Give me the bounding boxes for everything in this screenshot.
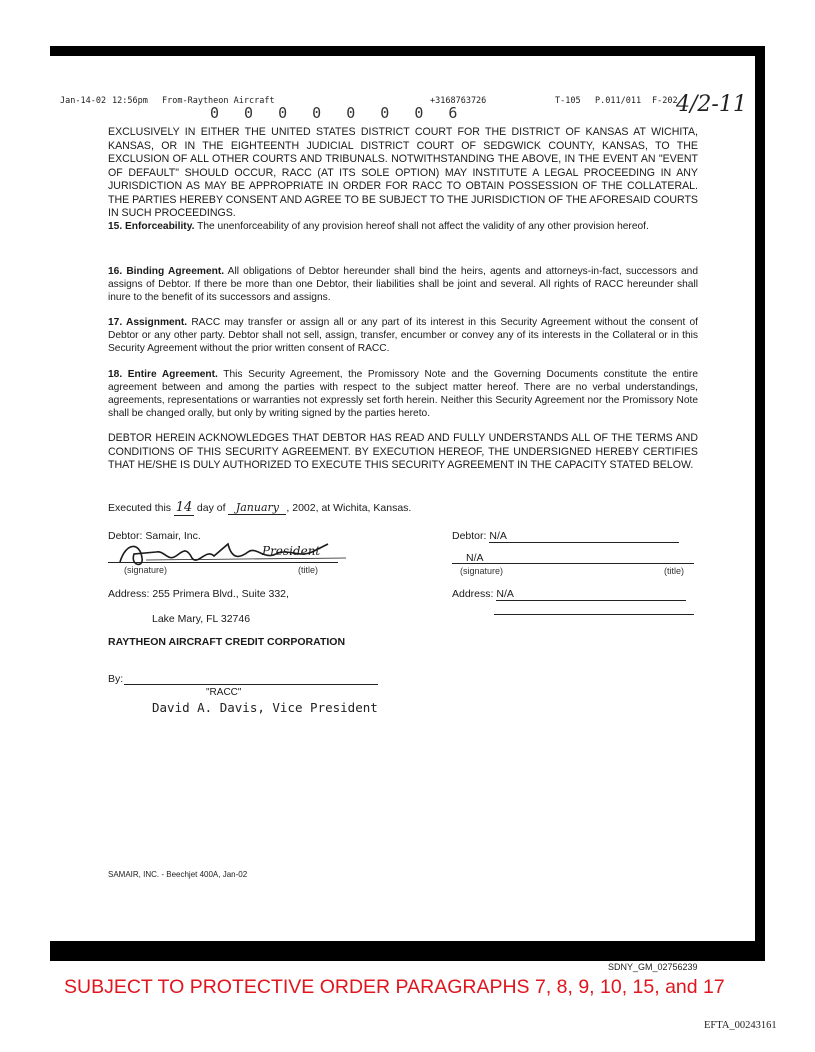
scan-top-border — [50, 46, 765, 56]
debtor-right-signature-caption: (signature) — [460, 566, 504, 576]
debtor-left-signature-caption: (signature) — [124, 565, 168, 575]
debtor-right-address-label: Address: — [452, 588, 494, 600]
acknowledgement-paragraph: DEBTOR HEREIN ACKNOWLEDGES THAT DEBTOR HAS READ AND FULLY UNDERSTANDS ALL OF THE TERMS AND CONDITIONS OF THIS SECURITY AGREEMENT. BY EXECUTION HEREOF, THE UNDERSIGNED HEREBY CERTIFIES THAT HE/SHE IS DULY AUTHORIZED TO EXECUTE THIS SECURITY AGREEMENT IN THE CAPACITY STATED BELOW. — [108, 432, 698, 471]
bates-number: SDNY_GM_02756239 — [608, 962, 698, 972]
scan-bottom-border — [50, 941, 765, 961]
fax-date: Jan-14-02 — [60, 96, 107, 106]
scan-right-border — [755, 46, 765, 941]
section-17-title: 17. Assignment. — [108, 317, 188, 328]
efta-number: EFTA_00243161 — [704, 1020, 777, 1031]
protective-order-notice: SUBJECT TO PROTECTIVE ORDER PARAGRAPHS 7, 8, 9, 10, 15, and 17 — [64, 976, 725, 998]
debtor-right-signature-value: N/A — [466, 552, 484, 564]
fax-fnum: F-202 — [652, 96, 678, 106]
fax-from: From-Raytheon Aircraft — [162, 96, 275, 106]
lender-signature-line — [124, 684, 378, 685]
debtor-left-address-line2: Lake Mary, FL 32746 — [152, 613, 251, 625]
debtor-right-name: N/A — [489, 530, 679, 543]
execution-suffix: , 2002, at Wichita, Kansas. — [286, 502, 412, 514]
debtor-left-address-label: Address: — [108, 588, 150, 600]
debtor-right-address-row — [452, 588, 686, 601]
section-18-text: This Security Agreement, the Promissory Note and the Governing Documents constitute the entire agreement between and among the parties with respect to the subject matter hereof. There are no verbal understandings, agreements, representations or warranties not expressly set forth herein. Neither this Security Agreement nor the Promissory Note shall be changed orally, but only by writing signed by the parties hereto. — [108, 369, 698, 419]
debtor-left-address-line1: 255 Primera Blvd., Suite 332, — [152, 588, 289, 600]
jurisdiction-paragraph: EXCLUSIVELY IN EITHER THE UNITED STATES DISTRICT COURT FOR THE DISTRICT OF KANSAS AT WICHITA, KANSAS, OR IN THE EIGHTEENTH JUDICIAL DISTRICT COURT OF SEDGWICK COUNTY, KANSAS, TO THE EXCLUSION OF ALL OTHER COURTS AND TRIBUNALS. NOTWITHSTANDING THE ABOVE, IN THE EVENT AN "EVENT OF DEFAULT" SHOULD OCCUR, RACC (AT ITS SOLE OPTION) MAY INSTITUTE A LEGAL PROCEEDING IN ANY JURISDICTION AS MAY BE APPROPRIATE IN ORDER FOR RACC TO OBTAIN POSSESSION OF THE COLLATERAL. THE PARTIES HEREBY CONSENT AND AGREE TO BE SUBJECT TO THE JURISDICTION OF THE AFORESAID COURTS IN SUCH PROCEEDINGS. — [108, 126, 698, 219]
section-16-title: 16. Binding Agreement. — [108, 266, 225, 277]
section-17-text: RACC may transfer or assign all or any part of its interest in this Security Agreement without the consent of Debtor or any other party. Debtor shall not sell, assign, transfer, encumber or convey any of its interests in the Collateral or in this Security Agreement without the prior written consent of RACC. — [108, 317, 698, 354]
debtor-right-address-value: N/A — [496, 588, 686, 601]
section-18-title: 18. Entire Agreement. — [108, 369, 218, 380]
debtor-right-signature-line — [452, 563, 694, 564]
section-15-title: 15. Enforceability. — [108, 221, 195, 232]
lender-name: RAYTHEON AIRCRAFT CREDIT CORPORATION — [108, 636, 346, 648]
fax-page: P.011/011 — [595, 96, 642, 106]
execution-month: January — [228, 501, 286, 515]
lender-signer: David A. Davis, Vice President — [152, 700, 378, 715]
fax-tnum: T-105 — [555, 96, 581, 106]
debtor-left-address-row — [108, 588, 289, 600]
lender-alias: "RACC" — [206, 687, 242, 698]
debtor-right-label: Debtor: — [452, 530, 487, 542]
fax-time: 12:56pm — [112, 96, 148, 106]
debtor-title-handwritten: President — [262, 544, 321, 558]
fax-phone: +3168763726 — [430, 96, 487, 106]
execution-prefix: Executed this — [108, 502, 172, 514]
execution-line — [108, 500, 411, 516]
debtor-right-address-line2 — [494, 614, 694, 615]
section-15-text: The unenforceability of any provision hereof shall not affect the validity of any other provision hereof. — [197, 221, 649, 232]
debtor-right-label-row — [452, 530, 679, 543]
debtor-right-title-caption: (title) — [664, 566, 684, 576]
debtor-left-title-caption: (title) — [298, 565, 318, 575]
handwritten-code: 4/2-11 — [676, 92, 747, 117]
section-16 — [108, 265, 698, 304]
section-18 — [108, 368, 698, 420]
section-16-text: All obligations of Debtor hereunder shall bind the heirs, agents and attorneys-in-fact, successors and assigns of Debtor. If there be more than one Debtor, their liabilities shall be joint and several. All rights of RACC hereunder shall inure to the benefit of its successors and assigns. — [108, 266, 698, 303]
page-stamp: 0 0 0 0 0 0 0 6 — [210, 104, 466, 122]
debtor-left-signature-line — [108, 562, 338, 563]
document-footer: SAMAIR, INC. - Beechjet 400A, Jan-02 — [108, 870, 248, 879]
execution-middle: day of — [196, 502, 226, 514]
execution-day: 14 — [175, 500, 193, 515]
lender-by-label: By: — [108, 673, 124, 685]
section-17 — [108, 316, 698, 355]
section-15 — [108, 220, 698, 233]
debtor-left-label: Debtor: — [108, 530, 143, 542]
debtor-left-name: Samair, Inc. — [145, 530, 201, 542]
